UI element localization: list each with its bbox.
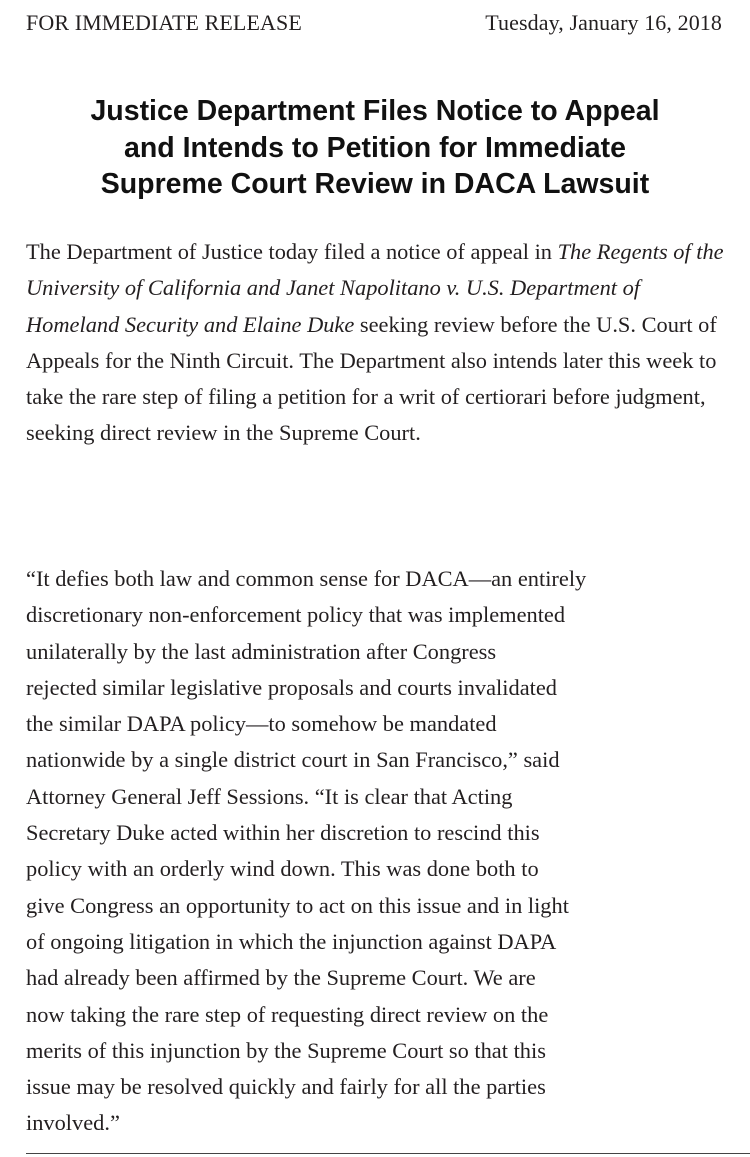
quote-line: the similar DAPA policy—to somehow be mandated <box>26 711 497 737</box>
quote-line: merits of this injunction by the Supreme Court so that this <box>26 1037 546 1063</box>
release-label: FOR IMMEDIATE RELEASE <box>26 10 302 35</box>
quote-line: nationwide by a single district court in San Francisco,” said <box>26 747 560 773</box>
quote-line: Secretary Duke acted within her discretion to rescind this <box>26 820 540 846</box>
quote-line: policy with an orderly wind down. This was done both to <box>26 856 539 882</box>
quote-line: rejected similar legislative proposals and courts invalidated <box>26 674 557 700</box>
quote-line: issue may be resolved quickly and fairly for all the parties <box>26 1074 546 1100</box>
paragraph-lead: The Department of Justice today filed a notice of appeal in <box>26 239 552 264</box>
quote-line: unilaterally by the last administration after Congress <box>26 638 497 664</box>
headline-line: and Intends to Petition for Immediate <box>124 131 626 164</box>
quote-line: of ongoing litigation in which the injunction against DAPA <box>26 928 557 954</box>
quote-line: had already been affirmed by the Supreme Court. We are <box>26 965 536 991</box>
paragraph-rest: seeking review before the U.S. Court of Appeals for the Ninth Circuit. The Department also intends later this week to take the rare step of filing a petition for a writ of certiorari before judgment, seeking direct review in the Supreme Court. <box>26 311 717 446</box>
announcement-paragraph <box>26 234 732 452</box>
quote-line: “It defies both law and common sense for DACA—an entirely <box>26 566 587 591</box>
release-date: Tuesday, January 16, 2018 <box>485 10 722 35</box>
case-name: The Regents of the University of California and Janet Napolitano v. U.S. Department of Homeland Security and Elaine Duke <box>26 239 724 337</box>
quote-line: give Congress an opportunity to act on this issue and in light <box>26 892 569 918</box>
quote-line: involved.” <box>26 1110 120 1136</box>
quote-paragraph <box>26 561 732 1142</box>
headline-line: Supreme Court Review in DACA Lawsuit <box>100 168 650 200</box>
press-release-headline <box>16 93 734 203</box>
quote-line: Attorney General Jeff Sessions. “It is clear that Acting <box>26 783 513 809</box>
bottom-divider <box>26 1153 750 1154</box>
quote-line: discretionary non-enforcement policy that was implemented <box>26 602 566 628</box>
release-header <box>26 6 722 40</box>
headline-line: Justice Department Files Notice to Appeal <box>90 95 660 127</box>
quote-line: now taking the rare step of requesting direct review on the <box>26 1001 549 1027</box>
